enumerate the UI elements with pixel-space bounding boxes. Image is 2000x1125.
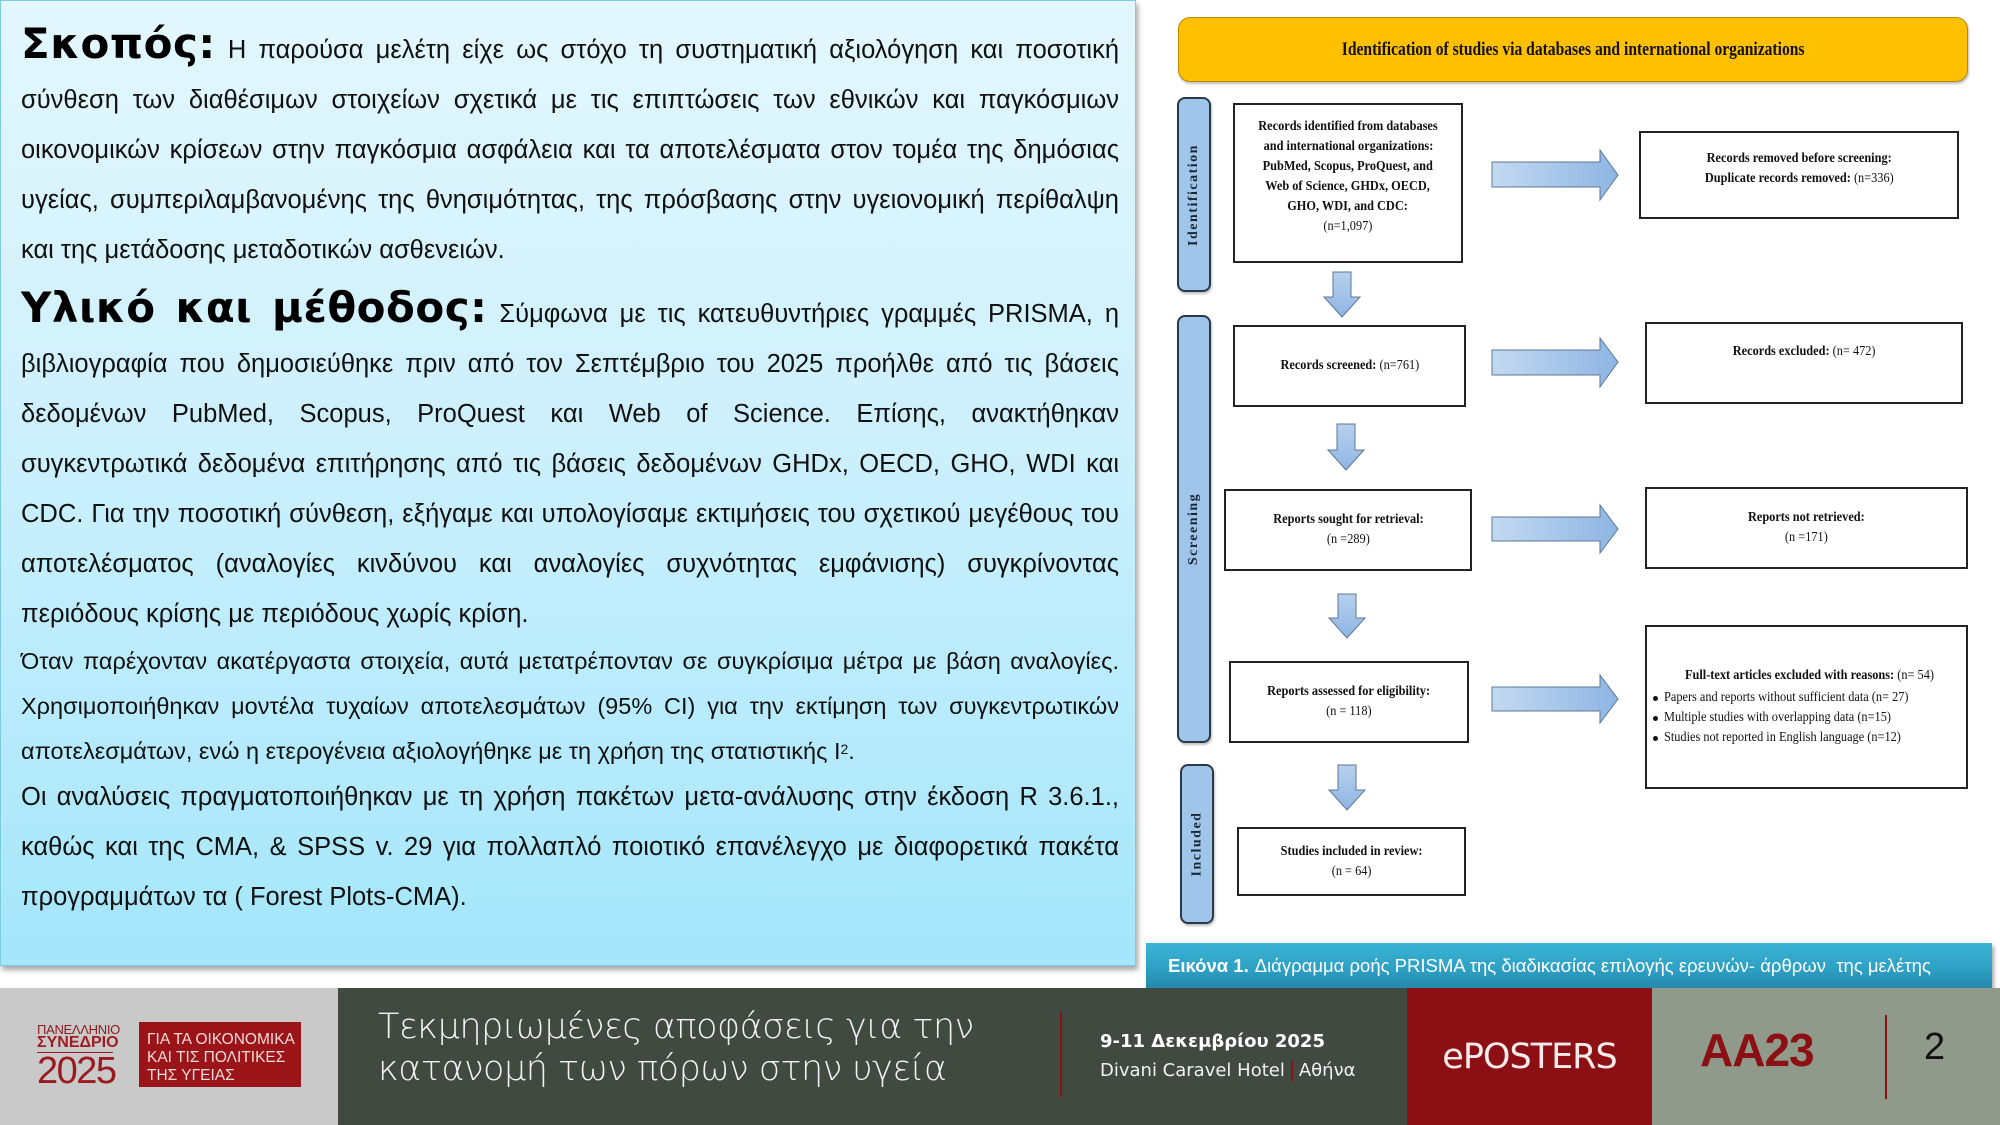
arrow-down-icon [1328, 424, 1364, 470]
logo-box-line: ΚΑΙ ΤΙΣ ΠΟΛΙΤΙΚΕΣ [147, 1049, 286, 1066]
exclusion-reason [1653, 688, 1942, 708]
conference-venue [1100, 1060, 1356, 1081]
logo-box [139, 1022, 301, 1087]
box-text: Reports not retrieved: [1748, 510, 1865, 525]
phase-identification [1177, 97, 1211, 292]
bullet-icon [1653, 716, 1658, 721]
reason-text: Studies not reported in English language (n=12) [1664, 730, 1901, 745]
diagram-header-text: Identification of studies via databases and international organizations [1341, 38, 1805, 60]
arrow-right-icon [1492, 338, 1618, 387]
box-text: GHO, WDI, and CDC: [1287, 199, 1409, 214]
box-records-screened [1233, 325, 1466, 407]
arrow-right-icon [1492, 675, 1618, 723]
superscript: 2 [840, 741, 849, 757]
footer-divider [1060, 1012, 1062, 1097]
period: . [848, 738, 855, 764]
methods-paragraph-2 [21, 639, 1119, 774]
box-records-excluded [1645, 322, 1963, 404]
methods-heading: Υλικό και μέθοδος: [21, 283, 488, 332]
arrow-down-icon [1324, 272, 1360, 317]
venue-name: Divani Caravel Hotel [1100, 1060, 1285, 1081]
box-count: (n = 64) [1331, 863, 1372, 879]
box-text: Web of Science, GHDx, OECD, [1265, 179, 1431, 194]
box-records-identified [1233, 103, 1463, 263]
title-line: κατανομή των πόρων στην υγεία [378, 1049, 947, 1089]
box-text: Full-text articles excluded with reasons: [1684, 668, 1895, 683]
phase-label: Included [1189, 811, 1205, 877]
caption-label: Εικόνα 1. [1168, 954, 1249, 976]
reason-text: Multiple studies with overlapping data (n=15) [1664, 710, 1891, 725]
conference-logo [0, 988, 338, 1125]
arrow-down-icon [1329, 594, 1365, 638]
box-text: Reports sought for retrieval: [1272, 512, 1424, 527]
box-count: (n= 472) [1832, 344, 1876, 359]
phase-label: Identification [1186, 143, 1202, 246]
logo-line2: ΣΥΝΕΔΡΙΟ [37, 1034, 119, 1051]
box-count: (n =171) [1785, 530, 1828, 545]
caption-text: Διάγραμμα ροής PRISMA της διαδικασίας επιλογής ερευνών- άρθρων της μελέτης [1254, 954, 1931, 976]
box-text: Duplicate records removed: [1704, 171, 1851, 186]
box-fulltext-excluded [1645, 625, 1968, 789]
methods-text: Σύμφωνα με τις κατευθυντήριες γραμμές PRISMA, η βιβλιογραφία που δημοσιεύθηκε πριν από τον Σεπτέμβριο του 2025 προήλθε από τις βάσεις δεδομένων PubMed, Scopus, ProQuest και Web of Science. Επίσης, ανακτήθηκαν συγκεντρωτικά δεδομένα επιτήρησης από τις βάσεις δεδομένων GHDx, OECD, GHO, WDI και CDC. Για την ποσοτική σύνθεση, εξήγαμε και υπολογίσαμε εκτιμήσεις του σχετικού μεγέθους του αποτελέσματος (αναλογίες κινδύνου και αναλογίες συχνότητας εμφάνισης) συγκρίνοντας περιόδους κρίσης με περιόδους χωρίς κρίση. [21, 300, 1119, 628]
methods-paragraph-3 [21, 772, 1119, 922]
box-text: Records excluded: [1732, 344, 1830, 359]
arrow-right-icon [1492, 505, 1618, 553]
methods-text-2: Όταν παρέχονταν ακατέργαστα στοιχεία, αυτά μετατρέπονταν σε συγκρίσιμα μέτρα με βάση αναλογίες. Χρησιμοποιήθηκαν μοντέλα τυχαίων αποτελεσμάτων (95% CI) για την εκτίμηση των συγκεντρωτικών αποτελεσμάτων, ενώ η ετερογένεια αξιολογήθηκε με τη χρήση της στατιστικής I [21, 648, 1119, 764]
venue-separator [1291, 1061, 1293, 1081]
aim-heading: Σκοπός: [21, 19, 216, 68]
logo-box-line: ΤΗΣ ΥΓΕΙΑΣ [147, 1067, 235, 1084]
venue-city: Αθήνα [1298, 1060, 1356, 1081]
box-reports-sought [1224, 489, 1472, 571]
phase-label: Screening [1186, 492, 1202, 566]
exclusion-reason [1653, 708, 1922, 728]
poster-divider [1885, 1015, 1887, 1099]
exclusion-reason [1653, 728, 1933, 748]
box-reports-assessed [1229, 661, 1469, 743]
box-text: Records screened: [1280, 358, 1377, 373]
eposters-label: ePOSTERS [1442, 1036, 1617, 1077]
box-studies-included [1237, 827, 1466, 896]
box-count: (n=1,097) [1323, 219, 1373, 234]
aim-text: Η παρούσα μελέτη είχε ως στόχο τη συστηματική αξιολόγηση και ποσοτική σύνθεση των διαθέσιμων στοιχείων σχετικά με τις επιπτώσεις των εθνικών και παγκόσμιων οικονομικών κρίσεων στην παγκόσμια ασφάλεια και τα αποτελέσματα στον τομέα της δημόσιας υγείας, συμπεριλαμβανομένης της θνησιμότητας, της πρόσβασης στην υγειονομική περίθαλψη και της μετάδοσης μεταδοτικών ασθενειών. [21, 36, 1119, 264]
arrow-right-icon [1492, 150, 1618, 200]
box-reports-not-retrieved [1645, 487, 1968, 569]
arrow-down-icon [1329, 765, 1365, 810]
logo-box-line: ΓΙΑ ΤΑ ΟΙΚΟΝΟΜΙΚΑ [147, 1031, 295, 1048]
phase-screening [1177, 315, 1211, 743]
figure-caption [1146, 943, 1992, 988]
diagram-header [1178, 17, 1968, 82]
box-count: (n= 54) [1897, 668, 1934, 683]
box-text: Studies included in review: [1280, 843, 1423, 859]
aim-paragraph [21, 19, 1119, 275]
box-count: (n = 118) [1326, 704, 1372, 719]
box-text: Records identified from databases [1258, 119, 1438, 134]
logo-line1: ΠΑΝΕΛΛΗΝΙΟ [37, 1022, 120, 1037]
box-text: Reports assessed for eligibility: [1267, 684, 1431, 699]
box-records-removed [1639, 131, 1959, 219]
reason-text: Papers and reports without sufficient data (n= 27) [1664, 690, 1909, 705]
box-count: (n=761) [1379, 358, 1419, 373]
poster-code: AA23 [1700, 1024, 1814, 1076]
conference-date: 9-11 Δεκεμβρίου 2025 [1100, 1031, 1325, 1052]
box-text: PubMed, Scopus, ProQuest, and [1262, 159, 1434, 174]
bullet-icon [1653, 696, 1658, 701]
box-count: (n=336) [1853, 171, 1894, 186]
methods-text-3: Οι αναλύσεις πραγματοποιήθηκαν με τη χρήση πακέτων μετα-ανάλυσης στην έκδοση R 3.6.1., καθώς και της CMA, & SPSS v. 29 για πολλαπλό ποιοτικό επανέλεγχο με διαφορετικά πακέτα προγραμμάτων τα ( Forest Plots-CMA). [21, 783, 1119, 911]
methods-paragraph [21, 283, 1119, 639]
page-number: 2 [1924, 1026, 1946, 1068]
abstract-panel [0, 0, 1136, 966]
logo-year: 2025 [37, 1050, 116, 1092]
conference-title [378, 1006, 974, 1090]
phase-included [1180, 764, 1214, 924]
bullet-icon [1653, 736, 1658, 741]
footer-banner [0, 988, 2000, 1125]
title-line: Τεκμηριωμένες αποφάσεις για την [378, 1007, 974, 1047]
box-text: Records removed before screening: [1706, 151, 1892, 166]
box-text: and international organizations: [1263, 139, 1433, 154]
eposters-block [1407, 988, 1652, 1125]
box-count: (n =289) [1326, 532, 1370, 547]
